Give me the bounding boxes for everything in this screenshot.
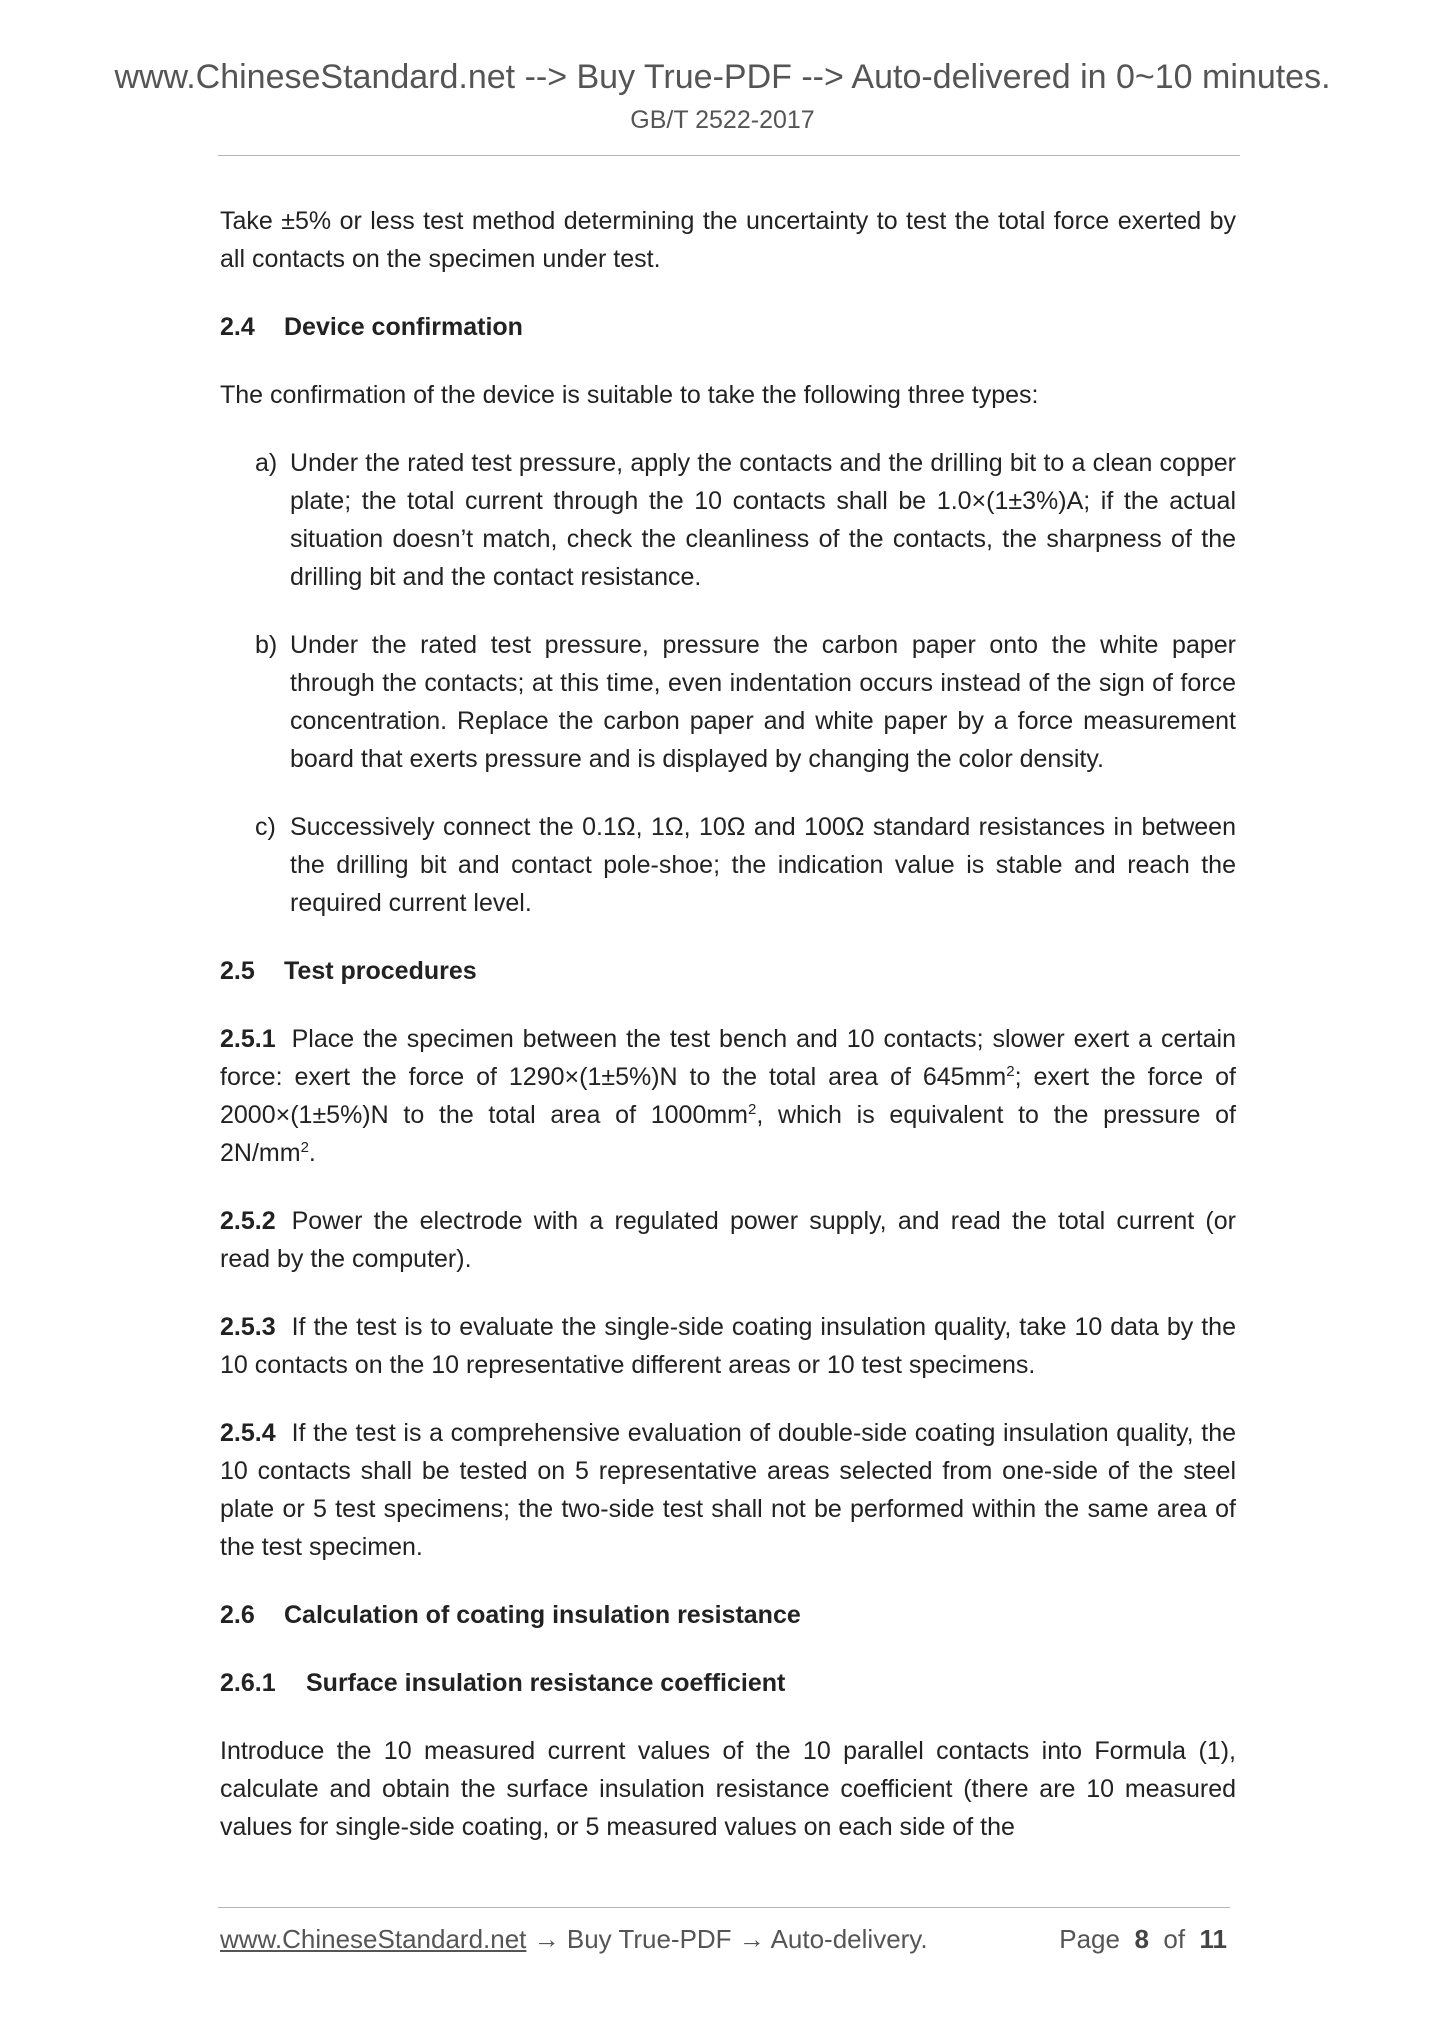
section-number: 2.6: [220, 1601, 255, 1629]
superscript: 2: [300, 1139, 309, 1156]
header-divider: [218, 155, 1240, 156]
clause-text: ; exert the force of 2000×(1±5%)N to the total area of 1000mm: [220, 1063, 1236, 1129]
list-item-b: [220, 626, 1236, 778]
clause-number: 2.5.4: [220, 1419, 276, 1447]
list-item-text: Under the rated test pressure, pressure the carbon paper onto the white paper through the contacts; at this time, even indentation occurs instead of the sign of force concentration. Replace the carbon paper and white paper by a force measurement board that exerts pressure and is displayed by changing the color density.: [290, 631, 1236, 773]
standard-code: GB/T 2522-2017: [630, 106, 815, 134]
clause-2-5-1: [220, 1020, 1236, 1172]
superscript: 2: [1006, 1063, 1015, 1080]
footer-divider: [218, 1907, 1230, 1908]
clause-number: 2.5.1: [220, 1025, 276, 1053]
section-2-6-1-text: Introduce the 10 measured current values of the 10 parallel contacts into Formula (1), calculate and obtain the surface insulation resistance coefficient (there are 10 measured values for single-side coating, or 5 measured values on each side of the: [220, 1737, 1236, 1841]
clause-number: 2.5.2: [220, 1207, 276, 1235]
footer-site-link[interactable]: www.ChineseStandard.net: [220, 1924, 527, 1954]
list-marker: b): [255, 631, 278, 659]
clause-2-5-2: [220, 1202, 1236, 1278]
clause-text: Place the specimen between the test bench and 10 contacts; slower exert a certain force: exert the force of 1290×(1±5%)N to the total area of 645mm: [220, 1025, 1236, 1091]
section-heading-2-6-1: [220, 1664, 1236, 1702]
page-label: Page: [1059, 1924, 1120, 1954]
section-number: 2.4: [220, 313, 255, 341]
clause-text: .: [308, 1139, 316, 1167]
site-banner: www.ChineseStandard.net --> Buy True-PDF --> Auto-delivered in 0~10 minutes.: [114, 58, 1331, 96]
section-number: 2.5: [220, 957, 255, 985]
section-number: 2.6.1: [220, 1669, 276, 1697]
clause-text: , which is equivalent to the pressure of 2N/mm: [220, 1101, 1236, 1167]
section-title: Calculation of coating insulation resistance: [284, 1601, 801, 1629]
footer-nav: [220, 1924, 928, 1955]
clause-text: Power the electrode with a regulated power supply, and read the total current (or read by the computer).: [220, 1207, 1236, 1273]
page-current: 8: [1134, 1924, 1149, 1954]
page-indicator: [1059, 1924, 1227, 1955]
clause-2-5-4: [220, 1414, 1236, 1566]
section-2-4-text: The confirmation of the device is suitable to take the following three types:: [220, 381, 1039, 409]
section-title: Device confirmation: [284, 313, 523, 341]
footer-nav-text: → Buy True-PDF → Auto-delivery.: [526, 1924, 928, 1954]
page-of: of: [1163, 1924, 1186, 1954]
clause-2-5-3: [220, 1308, 1236, 1384]
page-total: 11: [1199, 1924, 1227, 1954]
section-heading-2-6: [220, 1596, 1236, 1634]
clause-text: If the test is a comprehensive evaluation of double-side coating insulation quality, the 10 contacts shall be tested on 5 representative areas selected from one-side of the steel plate or 5 test specimens; the two-side test shall not be performed within the same area of the test specimen.: [220, 1419, 1236, 1561]
superscript: 2: [748, 1101, 757, 1118]
list-marker: c): [255, 813, 276, 841]
list-item-a: [220, 444, 1236, 596]
section-heading-2-5: [220, 952, 1236, 990]
list-marker: a): [255, 449, 278, 477]
clause-text: If the test is to evaluate the single-side coating insulation quality, take 10 data by the 10 contacts on the 10 representative different areas or 10 test specimens.: [220, 1313, 1236, 1379]
section-heading-2-4: [220, 308, 1236, 346]
intro-paragraph: Take ±5% or less test method determining the uncertainty to test the total force exerted by all contacts on the specimen under test.: [220, 207, 1236, 273]
page-body: [220, 202, 1236, 1846]
section-title: Test procedures: [284, 957, 477, 985]
clause-number: 2.5.3: [220, 1313, 276, 1341]
list-item-text: Under the rated test pressure, apply the contacts and the drilling bit to a clean copper plate; the total current through the 10 contacts shall be 1.0×(1±3%)A; if the actual situation doesn’t match, check the cleanliness of the contacts, the sharpness of the drilling bit and the contact resistance.: [290, 449, 1236, 591]
list-item-text: Successively connect the 0.1Ω, 1Ω, 10Ω and 100Ω standard resistances in between the drilling bit and contact pole-shoe; the indication value is stable and reach the required current level.: [290, 813, 1236, 917]
list-item-c: [220, 808, 1236, 922]
section-title: Surface insulation resistance coefficient: [306, 1669, 786, 1697]
